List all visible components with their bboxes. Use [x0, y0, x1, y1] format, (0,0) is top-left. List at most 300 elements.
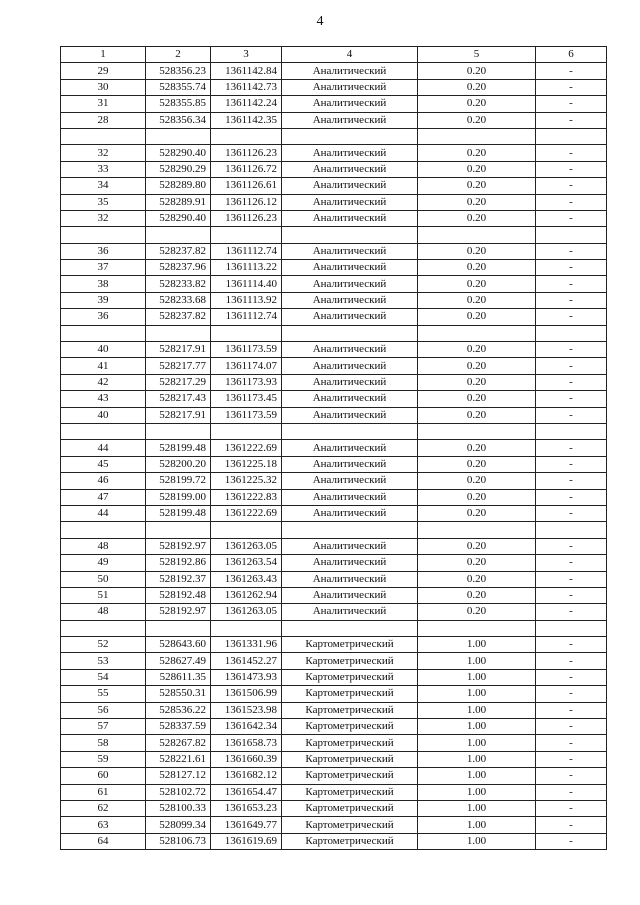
- cell-accuracy: 0.20: [418, 210, 536, 226]
- cell-note: -: [536, 194, 607, 210]
- table-row: [61, 276, 607, 292]
- cell-note: -: [536, 63, 607, 79]
- cell-method: Аналитический: [282, 440, 418, 456]
- cell-method: Аналитический: [282, 456, 418, 472]
- cell-point-number: 60: [61, 768, 146, 784]
- cell-coordinate-y: 1361506.99: [211, 686, 282, 702]
- cell-method: Аналитический: [282, 96, 418, 112]
- cell-point-number: [61, 620, 146, 636]
- cell-coordinate-x: 528550.31: [146, 686, 211, 702]
- cell-method: Аналитический: [282, 145, 418, 161]
- cell-coordinate-x: 528355.85: [146, 96, 211, 112]
- cell-point-number: 45: [61, 456, 146, 472]
- cell-coordinate-x: 528127.12: [146, 768, 211, 784]
- cell-point-number: 43: [61, 391, 146, 407]
- cell-coordinate-x: 528355.74: [146, 79, 211, 95]
- cell-method: Картометрический: [282, 751, 418, 767]
- cell-method: Аналитический: [282, 79, 418, 95]
- cell-method: Аналитический: [282, 260, 418, 276]
- cell-coordinate-x: [146, 128, 211, 144]
- cell-accuracy: 0.20: [418, 342, 536, 358]
- cell-accuracy: 1.00: [418, 719, 536, 735]
- cell-coordinate-y: [211, 325, 282, 341]
- cell-coordinate-x: [146, 423, 211, 439]
- table-row: [61, 374, 607, 390]
- cell-coordinate-y: 1361222.83: [211, 489, 282, 505]
- cell-accuracy: 1.00: [418, 686, 536, 702]
- cell-method: Аналитический: [282, 604, 418, 620]
- table-row: [61, 210, 607, 226]
- table-row: [61, 112, 607, 128]
- cell-coordinate-y: 1361222.69: [211, 505, 282, 521]
- cell-accuracy: 0.20: [418, 260, 536, 276]
- cell-coordinate-x: 528199.48: [146, 440, 211, 456]
- cell-point-number: 48: [61, 604, 146, 620]
- cell-note: -: [536, 342, 607, 358]
- cell-note: -: [536, 686, 607, 702]
- cell-accuracy: 1.00: [418, 653, 536, 669]
- cell-accuracy: 0.20: [418, 292, 536, 308]
- cell-method: Картометрический: [282, 833, 418, 849]
- cell-note: -: [536, 653, 607, 669]
- cell-accuracy: 0.20: [418, 194, 536, 210]
- cell-coordinate-x: 528106.73: [146, 833, 211, 849]
- cell-point-number: 57: [61, 719, 146, 735]
- cell-note: -: [536, 768, 607, 784]
- cell-coordinate-y: [211, 227, 282, 243]
- cell-note: -: [536, 505, 607, 521]
- cell-method: Аналитический: [282, 473, 418, 489]
- cell-coordinate-y: 1361112.74: [211, 309, 282, 325]
- table-row: [61, 555, 607, 571]
- column-header: 3: [211, 47, 282, 63]
- cell-note: [536, 423, 607, 439]
- cell-method: Картометрический: [282, 735, 418, 751]
- cell-method: Аналитический: [282, 292, 418, 308]
- cell-method: [282, 325, 418, 341]
- cell-coordinate-x: 528289.91: [146, 194, 211, 210]
- cell-note: -: [536, 817, 607, 833]
- cell-note: -: [536, 571, 607, 587]
- table-row: [61, 178, 607, 194]
- cell-point-number: 33: [61, 161, 146, 177]
- cell-point-number: 58: [61, 735, 146, 751]
- table-row: [61, 702, 607, 718]
- table-row: [61, 63, 607, 79]
- cell-point-number: [61, 128, 146, 144]
- cell-method: Картометрический: [282, 686, 418, 702]
- cell-accuracy: 0.20: [418, 145, 536, 161]
- cell-coordinate-y: [211, 620, 282, 636]
- cell-coordinate-y: 1361642.34: [211, 719, 282, 735]
- cell-note: -: [536, 292, 607, 308]
- cell-point-number: 52: [61, 637, 146, 653]
- cell-coordinate-y: 1361619.69: [211, 833, 282, 849]
- table-row: [61, 571, 607, 587]
- cell-accuracy: 0.20: [418, 161, 536, 177]
- cell-note: -: [536, 161, 607, 177]
- cell-coordinate-x: 528290.29: [146, 161, 211, 177]
- table-row: [61, 423, 607, 439]
- cell-method: [282, 522, 418, 538]
- cell-coordinate-y: 1361263.05: [211, 604, 282, 620]
- cell-coordinate-y: 1361452.27: [211, 653, 282, 669]
- cell-method: Аналитический: [282, 243, 418, 259]
- cell-note: -: [536, 260, 607, 276]
- cell-point-number: 36: [61, 243, 146, 259]
- cell-note: -: [536, 735, 607, 751]
- cell-coordinate-y: 1361112.74: [211, 243, 282, 259]
- cell-coordinate-y: 1361658.73: [211, 735, 282, 751]
- cell-note: -: [536, 637, 607, 653]
- table-row: [61, 391, 607, 407]
- cell-accuracy: [418, 620, 536, 636]
- cell-coordinate-x: [146, 522, 211, 538]
- cell-coordinate-y: 1361174.07: [211, 358, 282, 374]
- cell-note: -: [536, 833, 607, 849]
- table-row: [61, 505, 607, 521]
- cell-coordinate-x: 528217.91: [146, 407, 211, 423]
- cell-point-number: 62: [61, 800, 146, 816]
- cell-accuracy: 0.20: [418, 456, 536, 472]
- cell-coordinate-y: 1361126.23: [211, 145, 282, 161]
- cell-method: Картометрический: [282, 784, 418, 800]
- cell-note: -: [536, 276, 607, 292]
- cell-note: -: [536, 96, 607, 112]
- cell-coordinate-x: 528611.35: [146, 669, 211, 685]
- cell-note: [536, 522, 607, 538]
- cell-coordinate-y: 1361113.22: [211, 260, 282, 276]
- cell-coordinate-x: 528290.40: [146, 145, 211, 161]
- cell-coordinate-x: 528217.91: [146, 342, 211, 358]
- cell-point-number: 28: [61, 112, 146, 128]
- cell-method: Аналитический: [282, 555, 418, 571]
- cell-method: Аналитический: [282, 276, 418, 292]
- cell-point-number: 48: [61, 538, 146, 554]
- cell-coordinate-x: 528217.29: [146, 374, 211, 390]
- cell-point-number: 50: [61, 571, 146, 587]
- cell-coordinate-y: 1361126.72: [211, 161, 282, 177]
- cell-method: Аналитический: [282, 407, 418, 423]
- cell-note: -: [536, 489, 607, 505]
- cell-coordinate-x: 528289.80: [146, 178, 211, 194]
- cell-accuracy: 0.20: [418, 96, 536, 112]
- cell-method: Картометрический: [282, 768, 418, 784]
- table-row: [61, 817, 607, 833]
- coordinates-table: [60, 46, 607, 850]
- cell-point-number: 51: [61, 587, 146, 603]
- cell-coordinate-y: 1361649.77: [211, 817, 282, 833]
- cell-point-number: 39: [61, 292, 146, 308]
- cell-accuracy: 1.00: [418, 669, 536, 685]
- cell-accuracy: 0.20: [418, 587, 536, 603]
- cell-note: -: [536, 473, 607, 489]
- cell-coordinate-x: 528100.33: [146, 800, 211, 816]
- cell-coordinate-y: 1361173.59: [211, 342, 282, 358]
- cell-coordinate-y: 1361126.23: [211, 210, 282, 226]
- cell-accuracy: 1.00: [418, 768, 536, 784]
- cell-note: -: [536, 604, 607, 620]
- cell-coordinate-y: [211, 522, 282, 538]
- cell-point-number: 55: [61, 686, 146, 702]
- cell-method: Аналитический: [282, 505, 418, 521]
- cell-note: -: [536, 800, 607, 816]
- cell-method: [282, 227, 418, 243]
- cell-accuracy: 0.20: [418, 571, 536, 587]
- cell-coordinate-y: 1361126.12: [211, 194, 282, 210]
- table-row: [61, 358, 607, 374]
- cell-method: Аналитический: [282, 391, 418, 407]
- table-row: [61, 128, 607, 144]
- cell-coordinate-x: 528192.86: [146, 555, 211, 571]
- cell-accuracy: 1.00: [418, 751, 536, 767]
- cell-coordinate-y: 1361262.94: [211, 587, 282, 603]
- cell-accuracy: [418, 128, 536, 144]
- table-row: [61, 456, 607, 472]
- cell-method: Аналитический: [282, 161, 418, 177]
- cell-note: -: [536, 751, 607, 767]
- table-row: [61, 620, 607, 636]
- cell-accuracy: [418, 423, 536, 439]
- table-row: [61, 489, 607, 505]
- cell-accuracy: [418, 522, 536, 538]
- cell-coordinate-x: [146, 620, 211, 636]
- cell-note: -: [536, 440, 607, 456]
- cell-accuracy: 0.20: [418, 407, 536, 423]
- cell-method: Картометрический: [282, 669, 418, 685]
- cell-coordinate-y: 1361263.43: [211, 571, 282, 587]
- cell-point-number: 64: [61, 833, 146, 849]
- cell-note: -: [536, 243, 607, 259]
- column-header: 6: [536, 47, 607, 63]
- cell-coordinate-x: 528356.23: [146, 63, 211, 79]
- table-row: [61, 637, 607, 653]
- cell-point-number: [61, 325, 146, 341]
- cell-method: Аналитический: [282, 112, 418, 128]
- column-header: 2: [146, 47, 211, 63]
- cell-method: Картометрический: [282, 637, 418, 653]
- table-row: [61, 243, 607, 259]
- cell-coordinate-y: 1361263.05: [211, 538, 282, 554]
- cell-coordinate-x: 528233.82: [146, 276, 211, 292]
- cell-note: -: [536, 374, 607, 390]
- cell-note: -: [536, 784, 607, 800]
- cell-accuracy: 0.20: [418, 538, 536, 554]
- cell-accuracy: 0.20: [418, 604, 536, 620]
- table-row: [61, 407, 607, 423]
- cell-accuracy: 0.20: [418, 112, 536, 128]
- table-row: [61, 473, 607, 489]
- table-row: [61, 833, 607, 849]
- cell-note: -: [536, 79, 607, 95]
- cell-point-number: 30: [61, 79, 146, 95]
- cell-coordinate-x: 528199.48: [146, 505, 211, 521]
- table-header-row: [61, 47, 607, 63]
- cell-coordinate-y: 1361173.93: [211, 374, 282, 390]
- cell-coordinate-y: 1361222.69: [211, 440, 282, 456]
- cell-coordinate-y: 1361126.61: [211, 178, 282, 194]
- cell-coordinate-x: 528199.00: [146, 489, 211, 505]
- cell-method: Аналитический: [282, 587, 418, 603]
- cell-coordinate-x: 528200.20: [146, 456, 211, 472]
- column-header: 1: [61, 47, 146, 63]
- cell-coordinate-y: 1361225.32: [211, 473, 282, 489]
- table-row: [61, 96, 607, 112]
- cell-accuracy: 0.20: [418, 505, 536, 521]
- cell-point-number: 46: [61, 473, 146, 489]
- cell-accuracy: 0.20: [418, 374, 536, 390]
- cell-coordinate-y: 1361225.18: [211, 456, 282, 472]
- cell-point-number: 37: [61, 260, 146, 276]
- cell-point-number: 38: [61, 276, 146, 292]
- cell-accuracy: 0.20: [418, 358, 536, 374]
- cell-method: Аналитический: [282, 571, 418, 587]
- cell-point-number: 44: [61, 440, 146, 456]
- cell-coordinate-x: 528102.72: [146, 784, 211, 800]
- cell-coordinate-x: [146, 325, 211, 341]
- table-body: [61, 47, 607, 850]
- cell-point-number: 35: [61, 194, 146, 210]
- cell-method: Аналитический: [282, 309, 418, 325]
- table-row: [61, 653, 607, 669]
- cell-point-number: 63: [61, 817, 146, 833]
- cell-coordinate-x: 528192.37: [146, 571, 211, 587]
- cell-coordinate-x: 528192.97: [146, 538, 211, 554]
- cell-method: [282, 128, 418, 144]
- cell-coordinate-y: 1361173.45: [211, 391, 282, 407]
- table-row: [61, 309, 607, 325]
- cell-coordinate-x: 528627.49: [146, 653, 211, 669]
- cell-coordinate-x: 528233.68: [146, 292, 211, 308]
- cell-method: Картометрический: [282, 800, 418, 816]
- table-row: [61, 522, 607, 538]
- table-row: [61, 227, 607, 243]
- cell-coordinate-y: 1361523.98: [211, 702, 282, 718]
- cell-note: -: [536, 555, 607, 571]
- column-header: 4: [282, 47, 418, 63]
- table-row: [61, 79, 607, 95]
- cell-coordinate-x: 528199.72: [146, 473, 211, 489]
- cell-note: [536, 128, 607, 144]
- table-row: [61, 719, 607, 735]
- cell-accuracy: 0.20: [418, 440, 536, 456]
- cell-note: -: [536, 112, 607, 128]
- cell-coordinate-x: 528221.61: [146, 751, 211, 767]
- cell-method: Картометрический: [282, 653, 418, 669]
- cell-coordinate-x: 528217.43: [146, 391, 211, 407]
- cell-accuracy: 1.00: [418, 784, 536, 800]
- cell-method: Картометрический: [282, 817, 418, 833]
- cell-point-number: [61, 227, 146, 243]
- table-row: [61, 260, 607, 276]
- cell-coordinate-x: 528536.22: [146, 702, 211, 718]
- cell-point-number: 59: [61, 751, 146, 767]
- table-row: [61, 325, 607, 341]
- cell-note: -: [536, 407, 607, 423]
- cell-point-number: 44: [61, 505, 146, 521]
- table-row: [61, 342, 607, 358]
- cell-accuracy: [418, 325, 536, 341]
- cell-point-number: 41: [61, 358, 146, 374]
- cell-point-number: 47: [61, 489, 146, 505]
- cell-note: -: [536, 391, 607, 407]
- cell-coordinate-y: 1361173.59: [211, 407, 282, 423]
- cell-method: Аналитический: [282, 178, 418, 194]
- cell-method: Аналитический: [282, 210, 418, 226]
- cell-coordinate-x: 528237.96: [146, 260, 211, 276]
- cell-coordinate-y: 1361331.96: [211, 637, 282, 653]
- cell-accuracy: 0.20: [418, 178, 536, 194]
- table-row: [61, 669, 607, 685]
- table-row: [61, 735, 607, 751]
- cell-note: -: [536, 178, 607, 194]
- cell-coordinate-y: 1361263.54: [211, 555, 282, 571]
- cell-point-number: 31: [61, 96, 146, 112]
- cell-coordinate-y: 1361114.40: [211, 276, 282, 292]
- cell-note: -: [536, 719, 607, 735]
- cell-note: -: [536, 358, 607, 374]
- cell-point-number: 36: [61, 309, 146, 325]
- cell-point-number: 42: [61, 374, 146, 390]
- cell-note: -: [536, 145, 607, 161]
- cell-note: -: [536, 210, 607, 226]
- table-row: [61, 145, 607, 161]
- cell-accuracy: 1.00: [418, 637, 536, 653]
- cell-method: Картометрический: [282, 719, 418, 735]
- cell-coordinate-y: 1361142.73: [211, 79, 282, 95]
- cell-coordinate-x: 528237.82: [146, 309, 211, 325]
- cell-coordinate-x: 528290.40: [146, 210, 211, 226]
- cell-coordinate-y: 1361660.39: [211, 751, 282, 767]
- cell-accuracy: 1.00: [418, 702, 536, 718]
- cell-coordinate-y: [211, 423, 282, 439]
- cell-accuracy: 1.00: [418, 817, 536, 833]
- cell-coordinate-x: 528099.34: [146, 817, 211, 833]
- cell-coordinate-y: 1361113.92: [211, 292, 282, 308]
- cell-method: Картометрический: [282, 702, 418, 718]
- cell-method: Аналитический: [282, 63, 418, 79]
- cell-note: -: [536, 587, 607, 603]
- cell-coordinate-y: 1361142.84: [211, 63, 282, 79]
- cell-note: [536, 620, 607, 636]
- cell-accuracy: 0.20: [418, 391, 536, 407]
- cell-accuracy: 0.20: [418, 309, 536, 325]
- cell-accuracy: 0.20: [418, 79, 536, 95]
- cell-point-number: 54: [61, 669, 146, 685]
- cell-note: -: [536, 456, 607, 472]
- table-row: [61, 751, 607, 767]
- table-row: [61, 161, 607, 177]
- cell-point-number: [61, 522, 146, 538]
- cell-coordinate-y: 1361653.23: [211, 800, 282, 816]
- cell-coordinate-y: 1361142.35: [211, 112, 282, 128]
- cell-point-number: 53: [61, 653, 146, 669]
- cell-accuracy: 1.00: [418, 735, 536, 751]
- cell-coordinate-y: 1361654.47: [211, 784, 282, 800]
- table-row: [61, 587, 607, 603]
- cell-coordinate-y: [211, 128, 282, 144]
- cell-coordinate-x: 528267.82: [146, 735, 211, 751]
- table-row: [61, 194, 607, 210]
- cell-method: Аналитический: [282, 489, 418, 505]
- cell-method: [282, 423, 418, 439]
- table-row: [61, 686, 607, 702]
- table-row: [61, 768, 607, 784]
- table-row: [61, 538, 607, 554]
- cell-point-number: 61: [61, 784, 146, 800]
- cell-point-number: 56: [61, 702, 146, 718]
- cell-note: -: [536, 702, 607, 718]
